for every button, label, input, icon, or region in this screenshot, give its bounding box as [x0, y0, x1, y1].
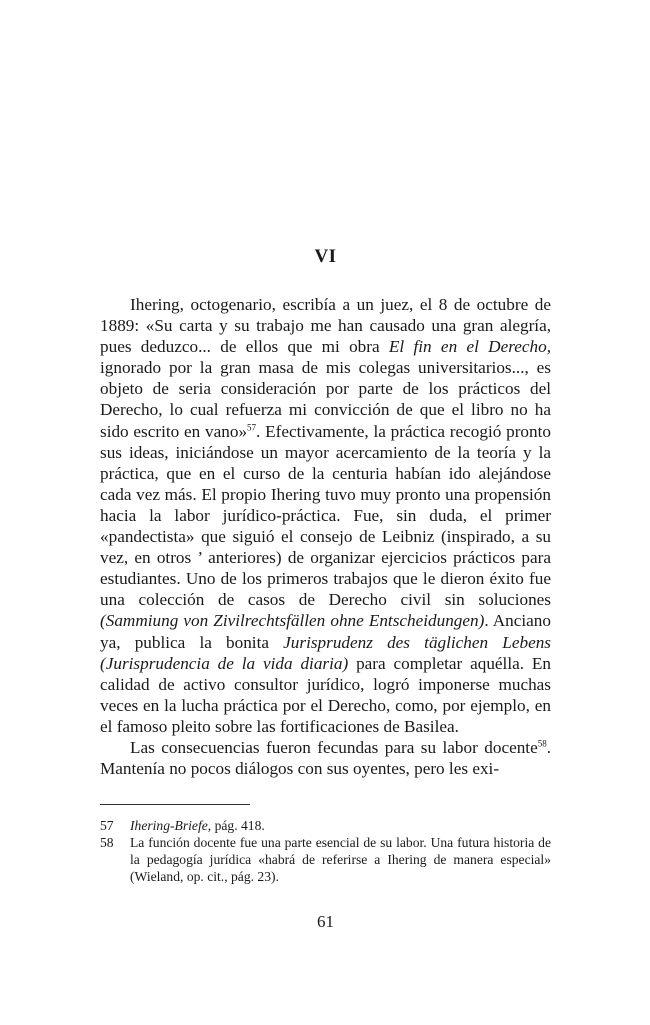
footnote-body: La función docente fue una parte esencial de su labor. Una futura historia de la pedagogía jurídica «habrá de referirse a Ihering de manera especial» (Wieland, op. cit., pág. 23). [130, 834, 551, 884]
paragraph-1-italic-jurisprudenz: Jurisprudenz des täglichen Lebens (Jurisprudencia de la vida diaria) [100, 632, 551, 673]
footnote-ref-57[interactable]: 57 [247, 421, 257, 432]
paragraph-1-text-b: ignorado por la gran masa de mis colegas universitarios..., es objeto de seria consideración por parte de los prácticos del Derecho, lo cual refuerza mi convicción de que el libro no ha sido escrito en vano» [100, 358, 551, 441]
footnote-number: 58 [100, 834, 114, 850]
paragraph-1-italic-title: El fin en el Derecho, [388, 337, 551, 357]
body-text [100, 294, 551, 779]
paragraph-1-italic-sammlung: (Sammiung von Zivilrechtsfällen ohne Entscheidungen) [100, 611, 485, 631]
footnote-text [130, 835, 551, 886]
paragraph-2-text-a: Las consecuencias fueron fecundas para su labor docente [130, 737, 538, 757]
paragraph-1-text-a: Ihering, octogenario, escribía a un juez, el 8 de octubre de 1889: «Su carta y su trabajo me han causado una gran alegría, pues deduzco... de ellos que mi obra [100, 295, 551, 357]
footnote-text [130, 818, 551, 835]
paragraph-1-text-e: para completar aquélla. En calidad de activo consultor jurídico, logró imponerse muchas veces en la lucha práctica por el Derecho, como, por ejemplo, en el famoso pleito sobre las fortificaciones de Basilea. [100, 653, 551, 736]
footnotes [100, 818, 551, 886]
paragraph-2-text-b: . Mantenía no pocos diálogos con sus oyentes, pero les exi- [100, 737, 551, 779]
paragraph-2 [100, 737, 551, 779]
chapter-heading: VI [314, 246, 337, 267]
footnote-58 [100, 835, 551, 886]
paragraph-1-text-c: . Efectivamente, la práctica recogió pronto sus ideas, iniciándose un mayor acercamiento de la teoría y la práctica, que en el curso de la centuria habían ido alejándose cada vez más. El propio Ihering tuvo muy pronto una propensión hacia la labor jurídico-práctica. Fue, sin duda, el primer «pandectista» que siguió el consejo de Leibniz (inspirado, a su vez, en otros ’ anteriores) de organizar ejercicios prácticos para estudiantes. Uno de los primeros trabajos que le dieron éxito fue una colección de casos de Derecho civil sin soluciones [100, 421, 551, 610]
footnote-body: , pág. 418. [207, 818, 265, 833]
footnote-number: 57 [100, 818, 114, 833]
footnote-57 [100, 818, 551, 835]
footnote-ref-58[interactable]: 58 [537, 738, 547, 749]
footnote-italic-source: Ihering-Briefe [130, 818, 208, 833]
paragraph-1-text-d: . Anciano ya, publica la bonita [100, 611, 551, 652]
footnote-divider [100, 804, 250, 805]
paragraph-1 [100, 294, 551, 737]
page-number: 61 [317, 912, 334, 931]
